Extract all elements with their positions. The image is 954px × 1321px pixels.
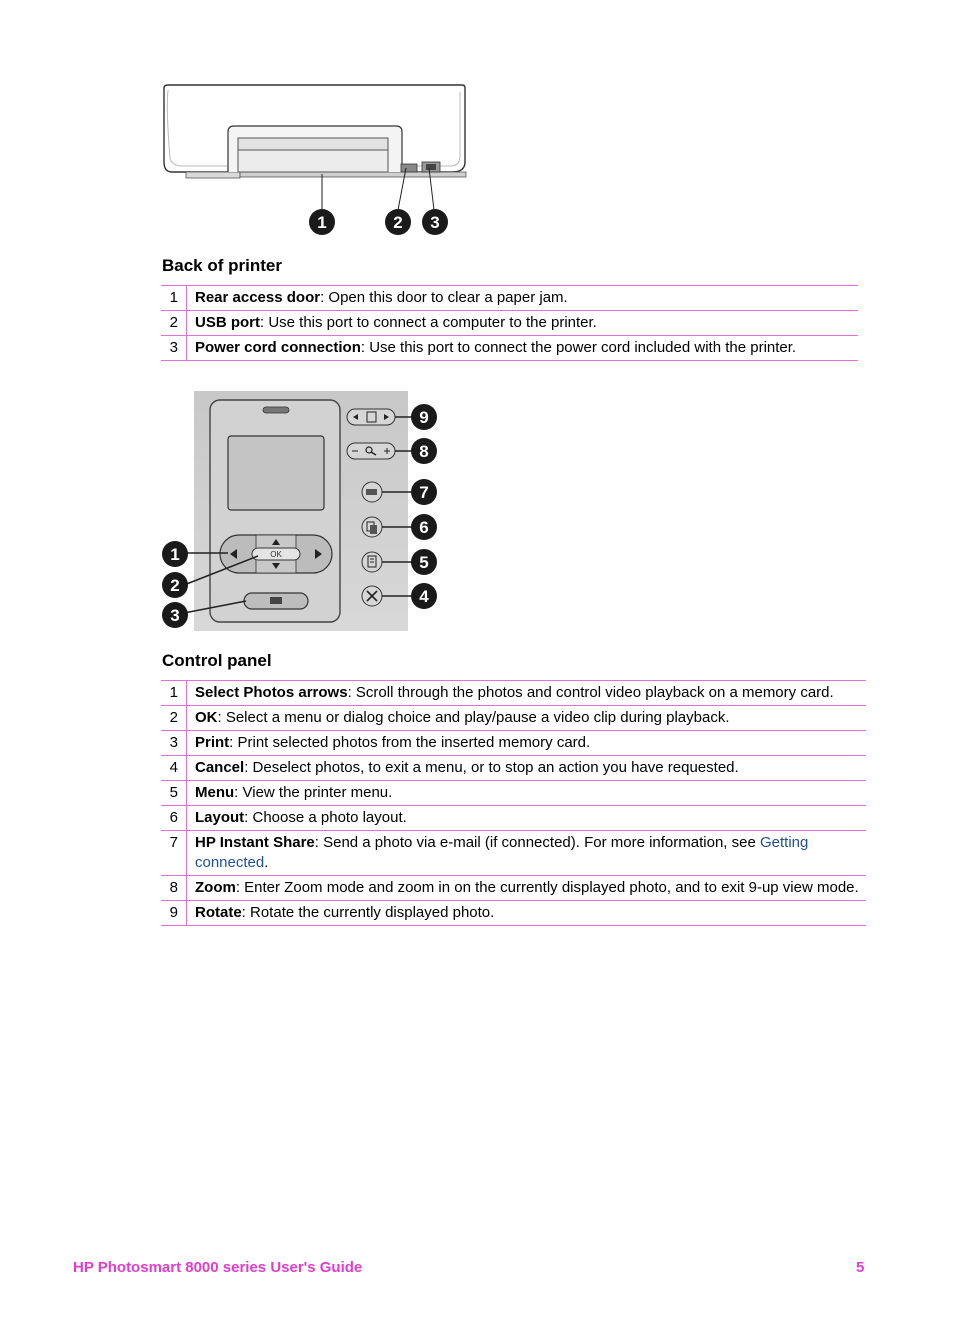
legend-text: : Rotate the currently displayed photo. — [241, 904, 495, 921]
legend-term: Zoom — [195, 879, 236, 896]
legend-number: 8 — [161, 876, 187, 901]
legend-description — [187, 706, 867, 731]
legend-description — [187, 806, 867, 831]
legend-number: 6 — [161, 806, 187, 831]
control-callout-6 — [410, 513, 438, 541]
legend-text: : Scroll through the photos and control video playback on a memory card. — [347, 684, 834, 701]
legend-text: : View the printer menu. — [234, 784, 393, 801]
back-callout-1 — [308, 208, 336, 236]
control-panel-illustration — [160, 388, 450, 634]
back-of-printer-table — [161, 285, 858, 361]
legend-description — [187, 876, 867, 901]
legend-description — [187, 681, 867, 706]
legend-term: Power cord connection — [195, 339, 361, 356]
svg-text:OK: OK — [270, 550, 282, 559]
legend-text: : Deselect photos, to exit a menu, or to stop an action you have requested. — [244, 759, 739, 776]
legend-text: : Use this port to connect a computer to the printer. — [260, 314, 597, 331]
legend-number: 9 — [161, 901, 187, 926]
legend-row — [161, 831, 866, 876]
legend-number: 3 — [161, 731, 187, 756]
legend-description — [187, 901, 867, 926]
legend-row — [161, 876, 866, 901]
legend-row — [161, 781, 866, 806]
legend-row — [161, 311, 858, 336]
legend-number: 1 — [161, 681, 187, 706]
legend-row — [161, 901, 866, 926]
control-panel-table — [161, 680, 866, 926]
footer-page-number: 5 — [856, 1259, 865, 1276]
legend-row — [161, 336, 858, 361]
legend-description — [187, 756, 867, 781]
control-callout-4 — [410, 582, 438, 610]
legend-text: : Choose a photo layout. — [244, 809, 407, 826]
legend-text: : Enter Zoom mode and zoom in on the currently displayed photo, and to exit 9-up view mode. — [235, 879, 859, 896]
svg-text:2: 2 — [170, 576, 180, 595]
legend-term: Rear access door — [195, 289, 321, 306]
legend-description — [187, 311, 859, 336]
getting-connected-link[interactable]: Getting connected — [195, 834, 809, 871]
control-callout-1 — [161, 540, 189, 568]
legend-description — [187, 336, 859, 361]
control-callout-3 — [161, 601, 189, 629]
svg-text:8: 8 — [419, 442, 429, 461]
back-of-printer-title: Back of printer — [162, 256, 282, 275]
legend-row — [161, 681, 866, 706]
control-callout-9 — [410, 403, 438, 431]
legend-row — [161, 731, 866, 756]
svg-text:3: 3 — [430, 213, 440, 232]
footer-guide-title: HP Photosmart 8000 series User's Guide — [73, 1259, 363, 1276]
legend-text-tail: . — [264, 854, 269, 871]
legend-description — [187, 781, 867, 806]
svg-text:7: 7 — [419, 483, 429, 502]
legend-term: Layout — [195, 809, 245, 826]
svg-text:9: 9 — [419, 408, 429, 427]
back-callout-2 — [384, 208, 412, 236]
control-panel-title: Control panel — [162, 651, 272, 670]
back-callout-3 — [421, 208, 449, 236]
legend-term: OK — [195, 709, 218, 726]
legend-number: 5 — [161, 781, 187, 806]
control-callout-8 — [410, 437, 438, 465]
legend-row — [161, 756, 866, 781]
legend-number: 4 — [161, 756, 187, 781]
control-callout-5 — [410, 548, 438, 576]
legend-number: 2 — [161, 311, 187, 336]
legend-row — [161, 706, 866, 731]
svg-text:1: 1 — [317, 213, 327, 232]
legend-text: : Open this door to clear a paper jam. — [320, 289, 568, 306]
legend-number: 2 — [161, 706, 187, 731]
legend-row — [161, 286, 858, 311]
legend-term: USB port — [195, 314, 260, 331]
control-callout-2 — [161, 571, 189, 599]
legend-number: 3 — [161, 336, 187, 361]
legend-text: : Use this port to connect the power cord included with the printer. — [360, 339, 797, 356]
control-callout-7 — [410, 478, 438, 506]
svg-text:3: 3 — [170, 606, 180, 625]
legend-term: Rotate — [195, 904, 242, 921]
legend-description — [187, 286, 859, 311]
legend-text: : Print selected photos from the inserted memory card. — [229, 734, 591, 751]
legend-number: 7 — [161, 831, 187, 876]
legend-description — [187, 831, 867, 876]
svg-text:5: 5 — [419, 553, 429, 572]
legend-text: : Select a menu or dialog choice and play/pause a video clip during playback. — [217, 709, 730, 726]
legend-description — [187, 731, 867, 756]
legend-text: : Send a photo via e-mail (if connected). For more information, see — [314, 834, 760, 851]
legend-term: Print — [195, 734, 230, 751]
legend-row — [161, 806, 866, 831]
legend-term: Select Photos arrows — [195, 684, 348, 701]
svg-text:1: 1 — [170, 545, 180, 564]
legend-term: Menu — [195, 784, 235, 801]
svg-text:2: 2 — [393, 213, 403, 232]
legend-term: Cancel — [195, 759, 245, 776]
legend-term: HP Instant Share — [195, 834, 315, 851]
legend-number: 1 — [161, 286, 187, 311]
svg-text:4: 4 — [419, 587, 429, 606]
svg-text:6: 6 — [419, 518, 429, 537]
